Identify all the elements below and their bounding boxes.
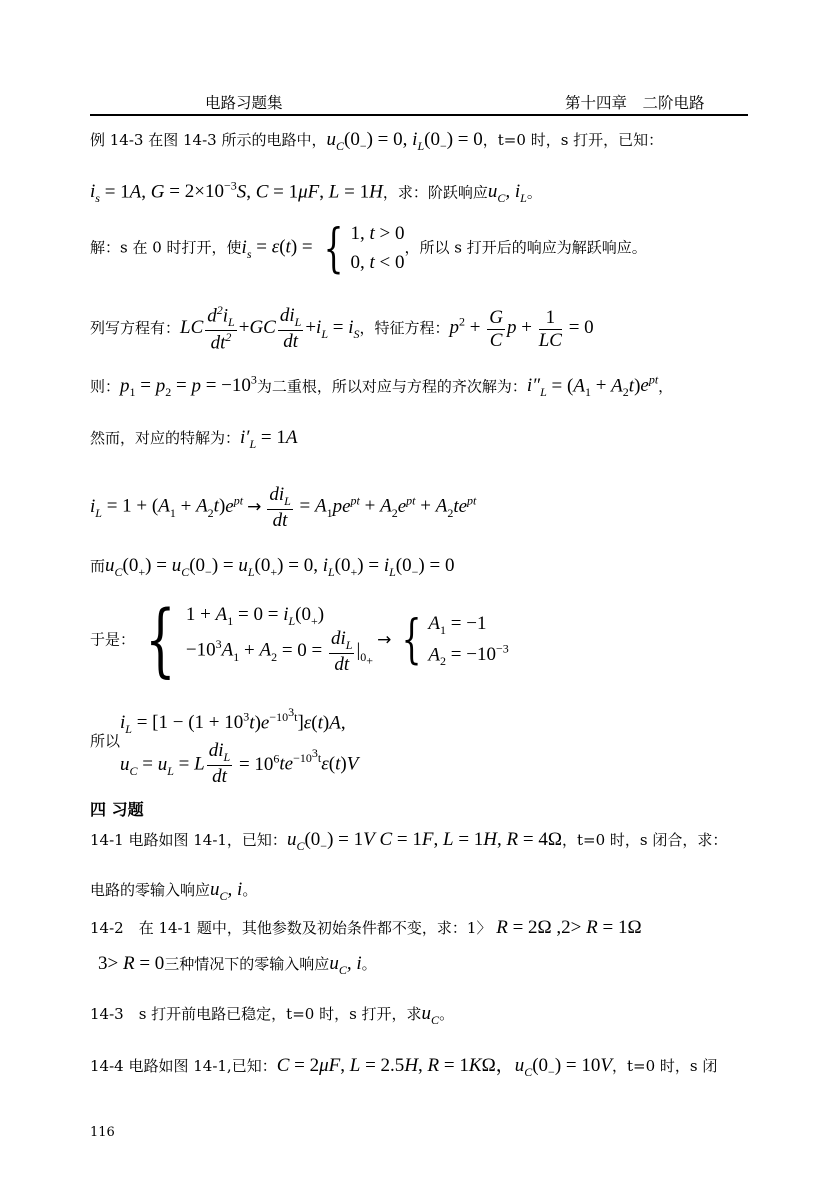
example-so-label: 所以	[90, 732, 121, 750]
problem-14-2: 14-2 在 14-1 题中，其他参数及初始条件都不变，求：1〉 R = 2Ω ,2> R = 1Ω	[90, 917, 642, 938]
example-result-il: $i_L = [1 - (1 + 10^3t)e^{-10^3t}]\varepsilon(t)A$,	[120, 705, 346, 737]
header-left: 电路习题集	[205, 94, 283, 112]
example-line-1: 例 14-3 在图 14-3 所示的电路中，$u_C(0_-) = 0$, $i_L(0_-) = 0$，t=0 时，s 打开，已知：	[90, 129, 664, 153]
example-system-line: 于是： { $1 + A_1 = 0 = i_L(0_+)$ $-10^3A_1 + A_2 = 0$ = $\frac{di_L}{dt}$ $|_{0_+}\to$ { $A_1 = -1$ $A_2 = -10^{-3}$	[90, 593, 509, 686]
section-title: 四 习题	[90, 800, 144, 819]
header-right: 第十四章 二阶电路	[565, 94, 705, 112]
example-result-uc: $u_C = u_L = L$ $\frac{di_L}{dt}$ = $10^6te^{-10^3t}\varepsilon(t)V$	[120, 740, 359, 787]
page-number: 116	[90, 1125, 115, 1140]
example-equation-line: 列写方程有：LC $\frac{d^2i_L}{dt^2}$ +GC $\frac{di_L}{dt}$ $+i_L = i_S$，特征方程：$p^2$ + $\frac{G}{C}$ p + $\frac{1}{LC}$ = 0	[90, 303, 594, 354]
example-solution-line: 解：s 在 0 时打开，使$i_s = \varepsilon(t)$ = { 1, t > 0 0, t < 0，所以 s 打开后的响应为解跃响应。	[90, 218, 647, 279]
problem-14-4: 14-4 电路如图 14-1,已知：C = 2μF, L = 2.5H, R = 1KΩ，$u_C(0_-) = 10V$，t=0 时，s 闭	[90, 1055, 718, 1079]
example-initial-line: 而$u_C(0_+) = u_C(0_-) = u_L(0_+) = 0$, $i_L(0_+) = i_L(0_-) = 0$	[90, 555, 455, 579]
problem-14-1: 14-1 电路如图 14-1，已知：$u_C(0_-) = 1V$ C = 1F, L = 1H, R = 4Ω，t=0 时，s 闭合，求：	[90, 829, 728, 853]
example-roots-line: 则：$p_1 = p_2 = p = -10^3$为二重根，所以对应与方程的齐次解为：$i''_L = (A_1 + A_2t)e^{pt}$，	[90, 373, 674, 400]
problem-14-3: 14-3 s 打开前电路已稳定，t=0 时，s 打开，求$u_C$。	[90, 1003, 455, 1027]
example-particular-line: 然而，对应的特解为：$i'_L = 1A$	[90, 427, 298, 451]
problem-14-1-line2: 电路的零输入响应$u_C$, i。	[90, 879, 258, 903]
example-general-line: $i_L = 1 + (A_1 + A_2t)e^{pt}$ → $\frac{di_L}{dt}$ = $A_1pe^{pt} + A_2e^{pt} + A_2te^{pt}$	[90, 484, 477, 531]
problem-14-2-line2: 3> R = 0三种情况下的零输入响应$u_C$, i。	[98, 953, 377, 977]
example-line-2: $i_s = 1A$, $G = 2\times 10^{-3}S$, C = 1μF, L = 1H，求：阶跃响应$u_C$, $i_L$。	[90, 179, 542, 206]
header-rule	[90, 114, 748, 116]
